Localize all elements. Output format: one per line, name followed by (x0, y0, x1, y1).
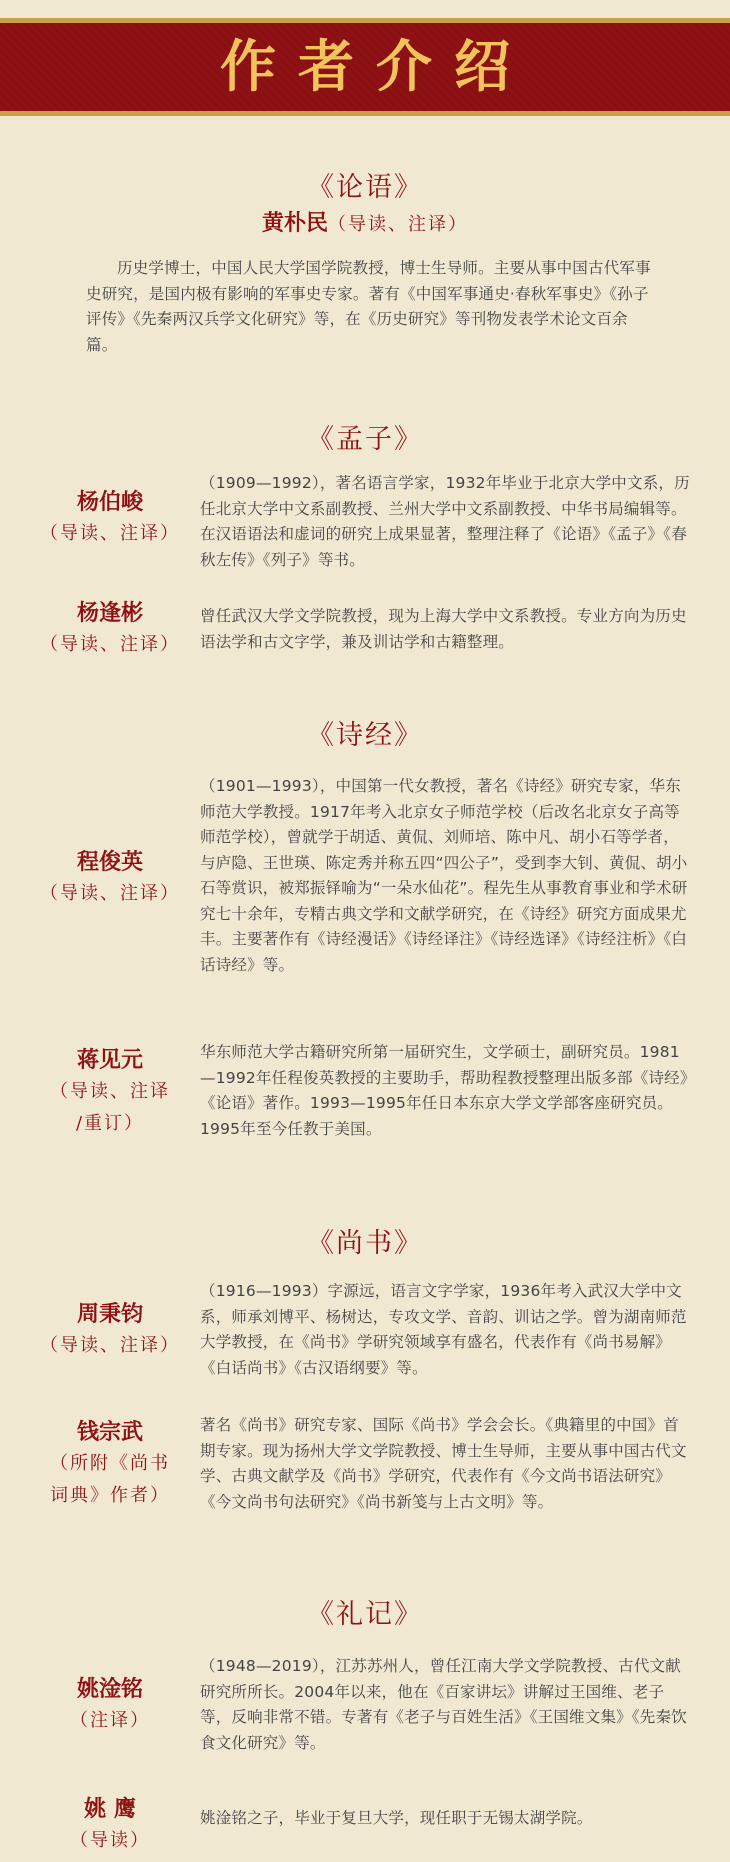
author-role: （导读、注译） (40, 1335, 180, 1356)
author-name: 杨伯峻 (76, 489, 143, 515)
section-title-liji: 《礼记》 (307, 1599, 423, 1630)
author-desc: 华东师范大学古籍研究所第一届研究生，文学硕士，副研究员。1981—1992年任程俊英教授的主要助手，帮助程教授整理出版多部《诗经》《论语》著作。1993—1995年任日本东京大学文学部客座研究员。1995年至今任教于美国。 (200, 1043, 688, 1138)
author-role: （导读） (70, 1830, 150, 1851)
section-title-shangshu: 《尚书》 (307, 1228, 423, 1259)
author-name-chengjunying (20, 846, 200, 910)
author-role: 词典》作者） (50, 1485, 170, 1506)
author-role: （导读、注译） (40, 634, 180, 655)
author-role: （导读、注译） (40, 523, 180, 544)
author-name: 蒋见元 (76, 1047, 143, 1073)
author-name: 姚淦铭 (76, 1676, 143, 1702)
author-name-yaoying (20, 1793, 200, 1857)
author-desc: 历史学博士，中国人民大学国学院教授，博士生导师。主要从事中国古代军事史研究，是国内极有影响的军事史专家。著有《中国军事通史·春秋军事史》《孙子评传》《先秦两汉兵学文化研究》等，在《历史研究》等刊物发表学术论文百余篇。 (86, 259, 651, 354)
author-desc: 曾任武汉大学文学院教授，现为上海大学中文系教授。专业方向为历史语法学和古文字学，兼及训诂学和古籍整理。 (200, 607, 687, 651)
author-name: 程俊英 (76, 849, 143, 875)
author-name: 钱宗武 (76, 1419, 143, 1445)
author-name: 黄朴民 (261, 210, 328, 236)
author-name-yaoganming (20, 1673, 200, 1737)
author-name: 杨逢彬 (76, 600, 143, 626)
author-name: 姚 鹰 (84, 1796, 136, 1822)
author-name-jiangjianyuan (20, 1044, 200, 1140)
author-role: （导读、注译） (328, 214, 468, 235)
author-role: （导读、注译） (40, 883, 180, 904)
page-title: 作者介绍 (220, 34, 532, 100)
author-role: （导读、注译 (50, 1081, 170, 1102)
author-desc: 姚淦铭之子，毕业于复旦大学，现任职于无锡太湖学院。 (200, 1809, 593, 1827)
author-desc: （1916—1993）字源远，语言文字学家，1936年考入武汉大学中文系，师承刘博平、杨树达，专攻文学、音韵、训诂之学。曾为湖南师范大学教授，在《尚书》学研究领域享有盛名，代表作有《尚书易解》《白话尚书》《古汉语纲要》等。 (200, 1282, 687, 1377)
author-name: 周秉钧 (76, 1301, 143, 1327)
author-name-yangbojun (20, 486, 200, 550)
author-desc: （1901—1993），中国第一代女教授，著名《诗经》研究专家，华东师范大学教授。1917年考入北京女子师范学校（后改名北京女子高等师范学校），曾就学于胡适、黄侃、刘师培、陈中凡、胡小石等学者，与庐隐、王世瑛、陈定秀并称五四“四公子”，受到李大钊、黄侃、胡小石等赏识，被郑振铎喻为“一朵水仙花”。程先生从事教育事业和学术研究七十余年，专精古典文学和文献学研究，在《诗经》研究方面成果尤丰。主要著作有《诗经漫话》《诗经译注》《诗经选译》《诗经注析》《白话诗经》等。 (200, 777, 688, 974)
section-title-mengzi: 《孟子》 (307, 424, 423, 455)
section-title-shijing: 《诗经》 (307, 720, 423, 751)
author-name-huangpumin (0, 207, 730, 241)
author-role: /重订） (75, 1113, 145, 1134)
section-title-lunyu: 《论语》 (307, 172, 423, 203)
author-role: （所附《尚书 (50, 1453, 170, 1474)
author-name-yangfengbin (20, 597, 200, 661)
author-name-zhoubingjun (20, 1298, 200, 1362)
author-desc: （1909—1992），著名语言学家，1932年毕业于北京大学中文系，历任北京大学中文系副教授、兰州大学中文系副教授、中华书局编辑等。在汉语语法和虚词的研究上成果显著，整理注释了《论语》《孟子》《春秋左传》《列子》等书。 (200, 474, 690, 569)
author-name-qianzongwu (20, 1416, 200, 1512)
author-desc: （1948—2019），江苏苏州人，曾任江南大学文学院教授、古代文献研究所所长。2004年以来，他在《百家讲坛》讲解过王国维、老子等，反响非常不错。专著有《老子与百姓生活》《王国维文集》《先秦饮食文化研究》等。 (200, 1657, 687, 1752)
author-role: （注译） (70, 1710, 150, 1731)
header-banner (0, 18, 730, 116)
author-desc: 著名《尚书》研究专家、国际《尚书》学会会长。《典籍里的中国》首期专家。现为扬州大学文学院教授、博士生导师，主要从事中国古代文学、古典文献学及《尚书》学研究，代表作有《今文尚书语法研究》《今文尚书句法研究》《尚书新笺与上古文明》等。 (200, 1416, 687, 1511)
